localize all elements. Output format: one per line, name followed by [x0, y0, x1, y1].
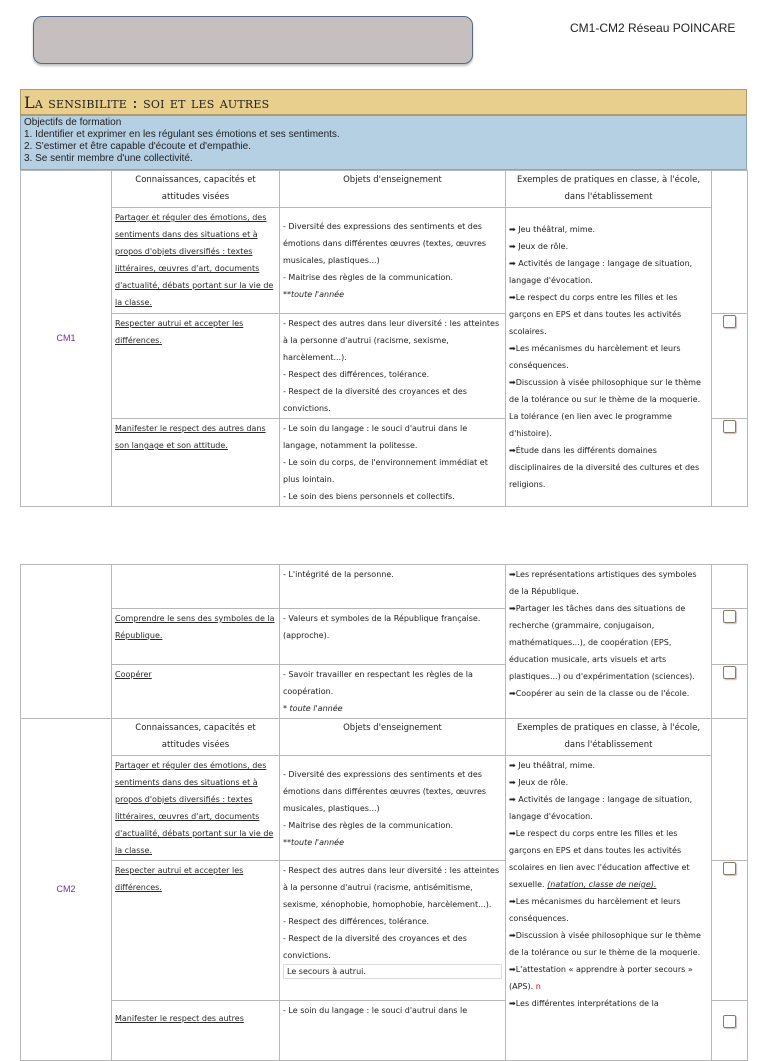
- practice-item: ➡Les représentations artistiques des symboles de la République.: [509, 570, 697, 596]
- object-item: - Diversité des expressions des sentiments et des émotions dans différentes œuvres (textes, œuvres musicales, plastiques...): [283, 222, 487, 265]
- section-title: La sensibilite : soi et les autres: [24, 93, 270, 112]
- practice-item: ➡ Activités de langage : langage de situation, langage d'évocation.: [509, 259, 693, 285]
- object-item: - Valeurs et symboles de la République française. (approche).: [283, 614, 481, 640]
- checkbox[interactable]: [723, 420, 736, 433]
- check-cell-empty: [712, 171, 748, 314]
- knowledge-cell: [112, 565, 280, 609]
- col-head-practices: Exemples de pratiques en classe, à l'école, dans l'établissement: [506, 719, 712, 756]
- knowledge-text: Respecter autrui et accepter les différences.: [115, 319, 244, 345]
- practice-item: ➡ Jeu théâtral, mime.: [509, 761, 596, 770]
- object-item: - Maitrise des règles de la communication.: [283, 273, 454, 282]
- knowledge-cell: [112, 756, 280, 861]
- knowledge-text: Coopérer: [115, 670, 152, 679]
- col-head-practices: Exemples de pratiques en classe, à l'école, dans l'établissement: [506, 171, 712, 208]
- knowledge-cell: [112, 1001, 280, 1061]
- practice-item: ➡L'attestation « apprendre à porter secours » (APS).: [509, 965, 693, 991]
- practice-item: ➡Coopérer au sein de la classe ou de l'école.: [509, 689, 690, 698]
- objective-item: 2. S'estimer et être capable d'écoute et d'empathie.: [24, 141, 251, 152]
- knowledge-cell: [112, 208, 280, 314]
- object-note: * toute l'année: [283, 704, 343, 713]
- title-stamp-box: [33, 16, 473, 64]
- object-item: - Le soin du corps, de l'environnement immédiat et plus lointain.: [283, 458, 488, 484]
- check-cell: [712, 314, 748, 419]
- objects-cell: [280, 419, 506, 507]
- knowledge-text: Respecter autrui et accepter les différences.: [115, 866, 244, 892]
- practices-cell: [506, 208, 712, 507]
- practice-item: ➡Discussion à visée philosophique sur le thème de la tolérance ou sur le thème de la moquerie.: [509, 931, 701, 957]
- object-item: - Respect de la diversité des croyances et des convictions.: [283, 387, 467, 413]
- practice-mark: n: [535, 982, 541, 991]
- practice-item: ➡Discussion à visée philosophique sur le thème de la tolérance ou sur le thème de la moquerie.: [509, 378, 701, 404]
- object-item: - Le soin des biens personnels et collectifs.: [283, 492, 455, 501]
- checkbox[interactable]: [723, 666, 736, 679]
- object-item: - Diversité des expressions des sentiments et des émotions dans différentes œuvres (textes, œuvres musicales, plastiques...): [283, 769, 487, 813]
- knowledge-cell: [112, 861, 280, 1001]
- col-head-knowledge: Connaissances, capacités et attitudes visées: [112, 719, 280, 756]
- practice-item: ➡Le respect du corps entre les filles et les garçons en EPS et dans toutes les activités scolaires.: [509, 293, 682, 336]
- objects-cell: [280, 756, 506, 861]
- col-head-knowledge: Connaissances, capacités et attitudes visées: [112, 171, 280, 208]
- objective-item: 1. Identifier et exprimer en les régulant ses émotions et ses sentiments.: [24, 129, 340, 140]
- objective-item: 3. Se sentir membre d'une collectivité.: [24, 153, 193, 164]
- level-cm1: CM1: [21, 171, 112, 507]
- check-cell: [712, 609, 748, 665]
- object-item: - L'intégrité de la personne.: [283, 570, 394, 579]
- practice-item: ➡Les mécanismes du harcèlement et leurs conséquences.: [509, 897, 681, 923]
- col-head-objects: Objets d'enseignement: [280, 719, 506, 756]
- check-cell: [712, 861, 748, 1001]
- network-label: CM1-CM2 Réseau POINCARE: [570, 21, 736, 35]
- knowledge-text: Comprendre le sens des symboles de la République.: [115, 614, 275, 640]
- knowledge-text: Partager et réguler des émotions, des sentiments dans des situations et à propos d'objets diversifiés : textes littéraires, œuvres d'art, documents d'actualité, débats portant sur la vie de la classe.: [115, 761, 274, 855]
- check-cell: [712, 1001, 748, 1061]
- objects-cell: [280, 861, 506, 1001]
- knowledge-text: Partager et réguler des émotions, des sentiments dans des situations et à propos d'objets diversifiés : textes littéraires, œuvres d'art, documents d'actualité, débats portant sur la vie de la classe.: [115, 213, 274, 307]
- practice-item: ➡ Activités de langage : langage de situation, langage d'évocation.: [509, 795, 693, 821]
- level-cm2: CM2: [21, 719, 112, 1061]
- practices-cell: [506, 756, 712, 1061]
- objectives-block: [20, 115, 747, 170]
- practice-note: (natation, classe de neige).: [547, 880, 657, 889]
- knowledge-cell: [112, 314, 280, 419]
- practice-item: ➡ Jeux de rôle.: [509, 778, 569, 787]
- objects-cell: [280, 665, 506, 719]
- practice-item: ➡Étude dans les différents domaines disciplinaires de la diversité des cultures et des religions.: [509, 446, 700, 489]
- checkbox[interactable]: [723, 862, 736, 875]
- practice-item: La tolérance (en lien avec le programme d'histoire).: [509, 412, 672, 438]
- check-cell-empty: [712, 565, 748, 609]
- practices-cell: [506, 565, 712, 719]
- check-cell-empty: [712, 719, 748, 861]
- object-item: - Maitrise des règles de la communication.: [283, 820, 454, 830]
- knowledge-text: Manifester le respect des autres dans son langage et son attitude.: [115, 424, 266, 450]
- checkbox[interactable]: [723, 315, 736, 328]
- practice-item: ➡ Jeux de rôle.: [509, 242, 569, 251]
- practice-item: ➡Le respect du corps entre les filles et les garçons en EPS et dans toutes les activités scolaires en lien avec l'éducation affective et sexuelle.: [509, 829, 690, 889]
- cm1-table: [20, 170, 748, 507]
- objects-cell: [280, 1001, 506, 1061]
- objectives-heading: Objectifs de formation: [24, 117, 122, 128]
- object-item: - Respect de la diversité des croyances et des convictions.: [283, 934, 467, 960]
- section-title-band: [20, 89, 747, 115]
- checkbox[interactable]: [723, 610, 736, 623]
- knowledge-text: Manifester le respect des autres: [115, 1014, 244, 1023]
- level-empty-cell: [21, 565, 112, 719]
- practice-item: ➡Les différentes interprétations de la: [509, 999, 659, 1008]
- checkbox[interactable]: [723, 1015, 736, 1028]
- objects-cell: [280, 208, 506, 314]
- objects-cell: [280, 314, 506, 419]
- object-item: - Respect des différences, tolérance.: [283, 917, 430, 926]
- objects-cell: [280, 609, 506, 665]
- objects-cell: [280, 565, 506, 609]
- practice-item: ➡ Jeu théâtral, mime.: [509, 225, 596, 234]
- object-item: - Respect des autres dans leur diversité : les atteintes à la personne d'autrui (racisme, sexisme, harcèlement...).: [283, 319, 500, 362]
- object-item: - Respect des autres dans leur diversité : les atteintes à la personne d'autrui (racisme, antisémitisme, sexisme, xénophobie, homophobie, harcèlement...).: [283, 866, 500, 909]
- object-item: - Le soin du langage : le souci d'autrui dans le: [283, 1006, 468, 1015]
- object-item: - Respect des différences, tolérance.: [283, 370, 430, 379]
- object-item-boxed: Le secours à autrui.: [283, 964, 502, 979]
- practice-item: ➡Partager les tâches dans des situations de recherche (grammaire, conjugaison, mathématiques...), de coopération (EPS, éducation musicale, arts visuels et arts plastiques...) ou d'expérimentation (sciences).: [509, 604, 695, 681]
- object-note: **toute l'année: [283, 837, 345, 847]
- check-cell: [712, 665, 748, 719]
- knowledge-cell: [112, 419, 280, 507]
- knowledge-cell: [112, 609, 280, 665]
- check-cell: [712, 419, 748, 507]
- practice-item: ➡Les mécanismes du harcèlement et leurs conséquences.: [509, 344, 681, 370]
- object-item: - Le soin du langage : le souci d'autrui dans le langage, notamment la politesse.: [283, 424, 468, 450]
- knowledge-cell: [112, 665, 280, 719]
- cm2-table: [20, 564, 748, 1061]
- object-note: **toute l'année: [283, 290, 345, 299]
- col-head-objects: Objets d'enseignement: [280, 171, 506, 208]
- object-item: - Savoir travailler en respectant les règles de la coopération.: [283, 670, 473, 696]
